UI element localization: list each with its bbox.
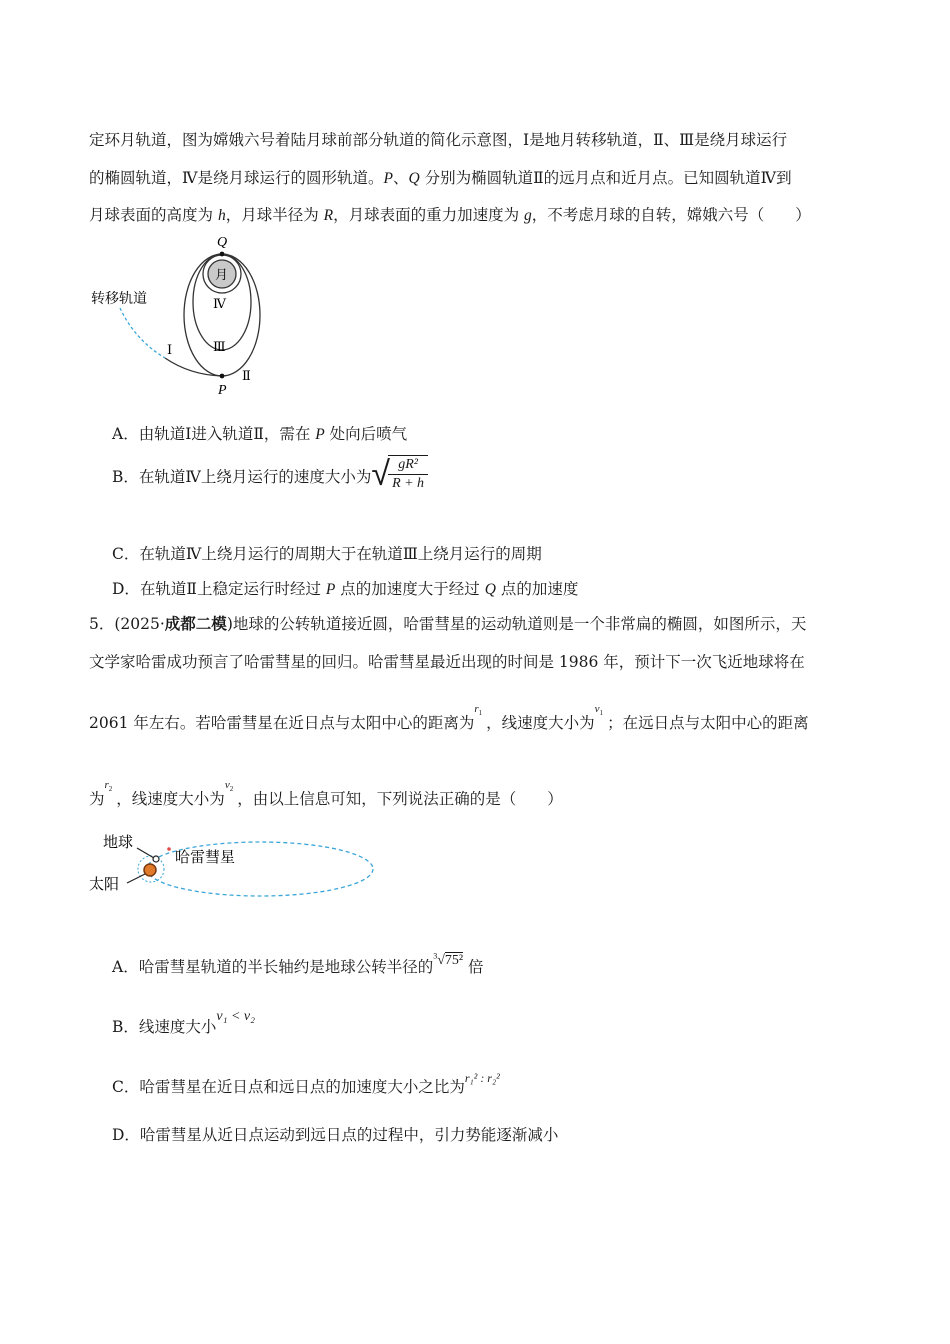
option-text: A．由轨道Ⅰ进入轨道Ⅱ，需在 — [112, 425, 316, 443]
comet — [167, 847, 171, 851]
option-text: B．在轨道Ⅳ上绕月运行的速度大小为 — [112, 468, 372, 486]
label-Q: Q — [217, 235, 228, 250]
q4-option-a — [112, 422, 407, 444]
earth-pointer — [137, 848, 154, 858]
var-r2: r2 — [104, 779, 113, 793]
radical-sign: √ — [437, 953, 445, 968]
q5-text: ，线速度大小为 — [116, 790, 225, 808]
label-P: P — [218, 383, 227, 398]
var-R: R — [323, 207, 334, 224]
q5-line-3 — [89, 703, 809, 733]
point-Q — [220, 252, 225, 257]
point-P — [220, 374, 225, 379]
q5-text: ，由以上信息可知，下列说法正确的是（ ） — [237, 790, 563, 808]
option-text: D．哈雷彗星从近日点运动到远日点的过程中，引力势能逐渐减小 — [112, 1126, 559, 1144]
var-g: g — [524, 207, 532, 224]
label-I: Ⅰ — [167, 342, 173, 357]
option-text: D．在轨道Ⅱ上稳定运行时经过 — [112, 580, 326, 598]
q4-option-c — [112, 542, 542, 564]
q4-line-3 — [89, 203, 811, 225]
var-P: P — [315, 426, 325, 443]
q4-option-d — [112, 577, 578, 599]
var-h: h — [217, 207, 226, 224]
option-text: C．在轨道Ⅳ上绕月运行的周期大于在轨道Ⅲ上绕月运行的周期 — [112, 545, 542, 563]
q4-text: ，不考虑月球的自转，嫦娥六号（ ） — [531, 206, 811, 224]
q5-number: 5．(2025· — [89, 615, 165, 633]
halley-orbit-diagram — [85, 825, 385, 900]
q5-text: ，线速度大小为 — [486, 714, 595, 732]
ratio-expr: r₁² : r₂² — [464, 1071, 500, 1085]
sun — [144, 864, 156, 876]
orbit-diagram — [85, 230, 285, 400]
option-text: 倍 — [463, 958, 484, 976]
q4-option-b — [112, 455, 428, 503]
q5-text: )地球的公转轨道接近圆，哈雷彗星的运动轨道则是一个非常扁的椭圆，如图所示，天 — [226, 615, 807, 633]
q5-option-d — [112, 1123, 558, 1145]
transfer-orbit-dashed — [120, 308, 165, 358]
option-text: B．线速度大小 — [112, 1018, 217, 1036]
q5-option-a — [112, 951, 484, 977]
q4-text: 分别为椭圆轨道Ⅱ的远月点和近月点。已知圆轨道Ⅳ到 — [419, 169, 792, 187]
label-comet: 哈雷彗星 — [175, 850, 236, 866]
root-index: 3 — [433, 951, 438, 961]
var-r1: r1 — [474, 703, 483, 717]
q5-line-4 — [89, 779, 563, 809]
fraction — [388, 456, 428, 493]
q5-line-1 — [89, 612, 806, 634]
q5-text: 2061 年左右。若哈雷彗星在近日点与太阳中心的距离为 — [89, 714, 475, 732]
label-II: Ⅱ — [242, 368, 251, 383]
label-moon: 月 — [215, 267, 229, 282]
label-III: Ⅲ — [213, 339, 226, 354]
var-P: P — [325, 581, 336, 598]
orbit-I — [165, 358, 222, 376]
option-text: 点的加速度 — [495, 580, 579, 598]
label-earth: 地球 — [103, 835, 134, 851]
q4-text: 月球表面的高度为 — [89, 206, 218, 224]
inequality-expr: v₁ < v₂ — [216, 1009, 256, 1024]
var-v2: v2 — [224, 779, 234, 793]
q4-text: 定环月轨道，图为嫦娥六号着陆月球前部分轨道的简化示意图，Ⅰ是地月转移轨道，Ⅱ、Ⅲ是绕月球运行 — [89, 131, 788, 149]
label-IV: Ⅳ — [213, 296, 226, 311]
q5-option-b — [112, 1009, 256, 1037]
q5-text: ；在远日点与太阳中心的距离 — [607, 714, 809, 732]
sqrt-sign: √ — [371, 454, 391, 494]
var-Q: Q — [408, 170, 420, 187]
q5-text: 文学家哈雷成功预言了哈雷彗星的回归。哈雷彗星最近出现的时间是 1986 年，预计下一次飞近地球将在 — [89, 653, 805, 671]
q4-text: 、 — [392, 169, 409, 187]
fraction-denominator: R + h — [392, 476, 425, 491]
label-sun: 太阳 — [89, 877, 120, 893]
root-body: 75² — [444, 953, 464, 968]
earth — [153, 856, 159, 862]
fraction-numerator: gR² — [388, 456, 428, 475]
var-Q: Q — [484, 581, 496, 598]
option-text: C．哈雷彗星在近日点和远日点的加速度大小之比为 — [112, 1078, 465, 1096]
q4-line-2 — [89, 166, 792, 188]
cube-root-expr — [433, 953, 463, 968]
var-P: P — [383, 170, 393, 187]
q4-text: ，月球半径为 — [225, 206, 324, 224]
option-text: 处向后喷气 — [324, 425, 408, 443]
q4-line-1 — [89, 128, 787, 150]
var-v1: v1 — [594, 703, 604, 717]
q5-text: 为 — [89, 790, 105, 808]
q5-source: 成都二模 — [164, 614, 227, 633]
q5-line-2 — [89, 650, 805, 672]
q4-text: 的椭圆轨道，Ⅳ是绕月球运行的圆形轨道。 — [89, 169, 384, 187]
q5-option-c — [112, 1071, 500, 1097]
q4-text: ，月球表面的重力加速度为 — [333, 206, 525, 224]
option-text: A．哈雷彗星轨道的半长轴约是地球公转半径的 — [112, 958, 434, 976]
sqrt-body — [388, 455, 428, 493]
label-transfer-orbit: 转移轨道 — [91, 292, 147, 307]
option-text: 点的加速度大于经过 — [335, 580, 485, 598]
